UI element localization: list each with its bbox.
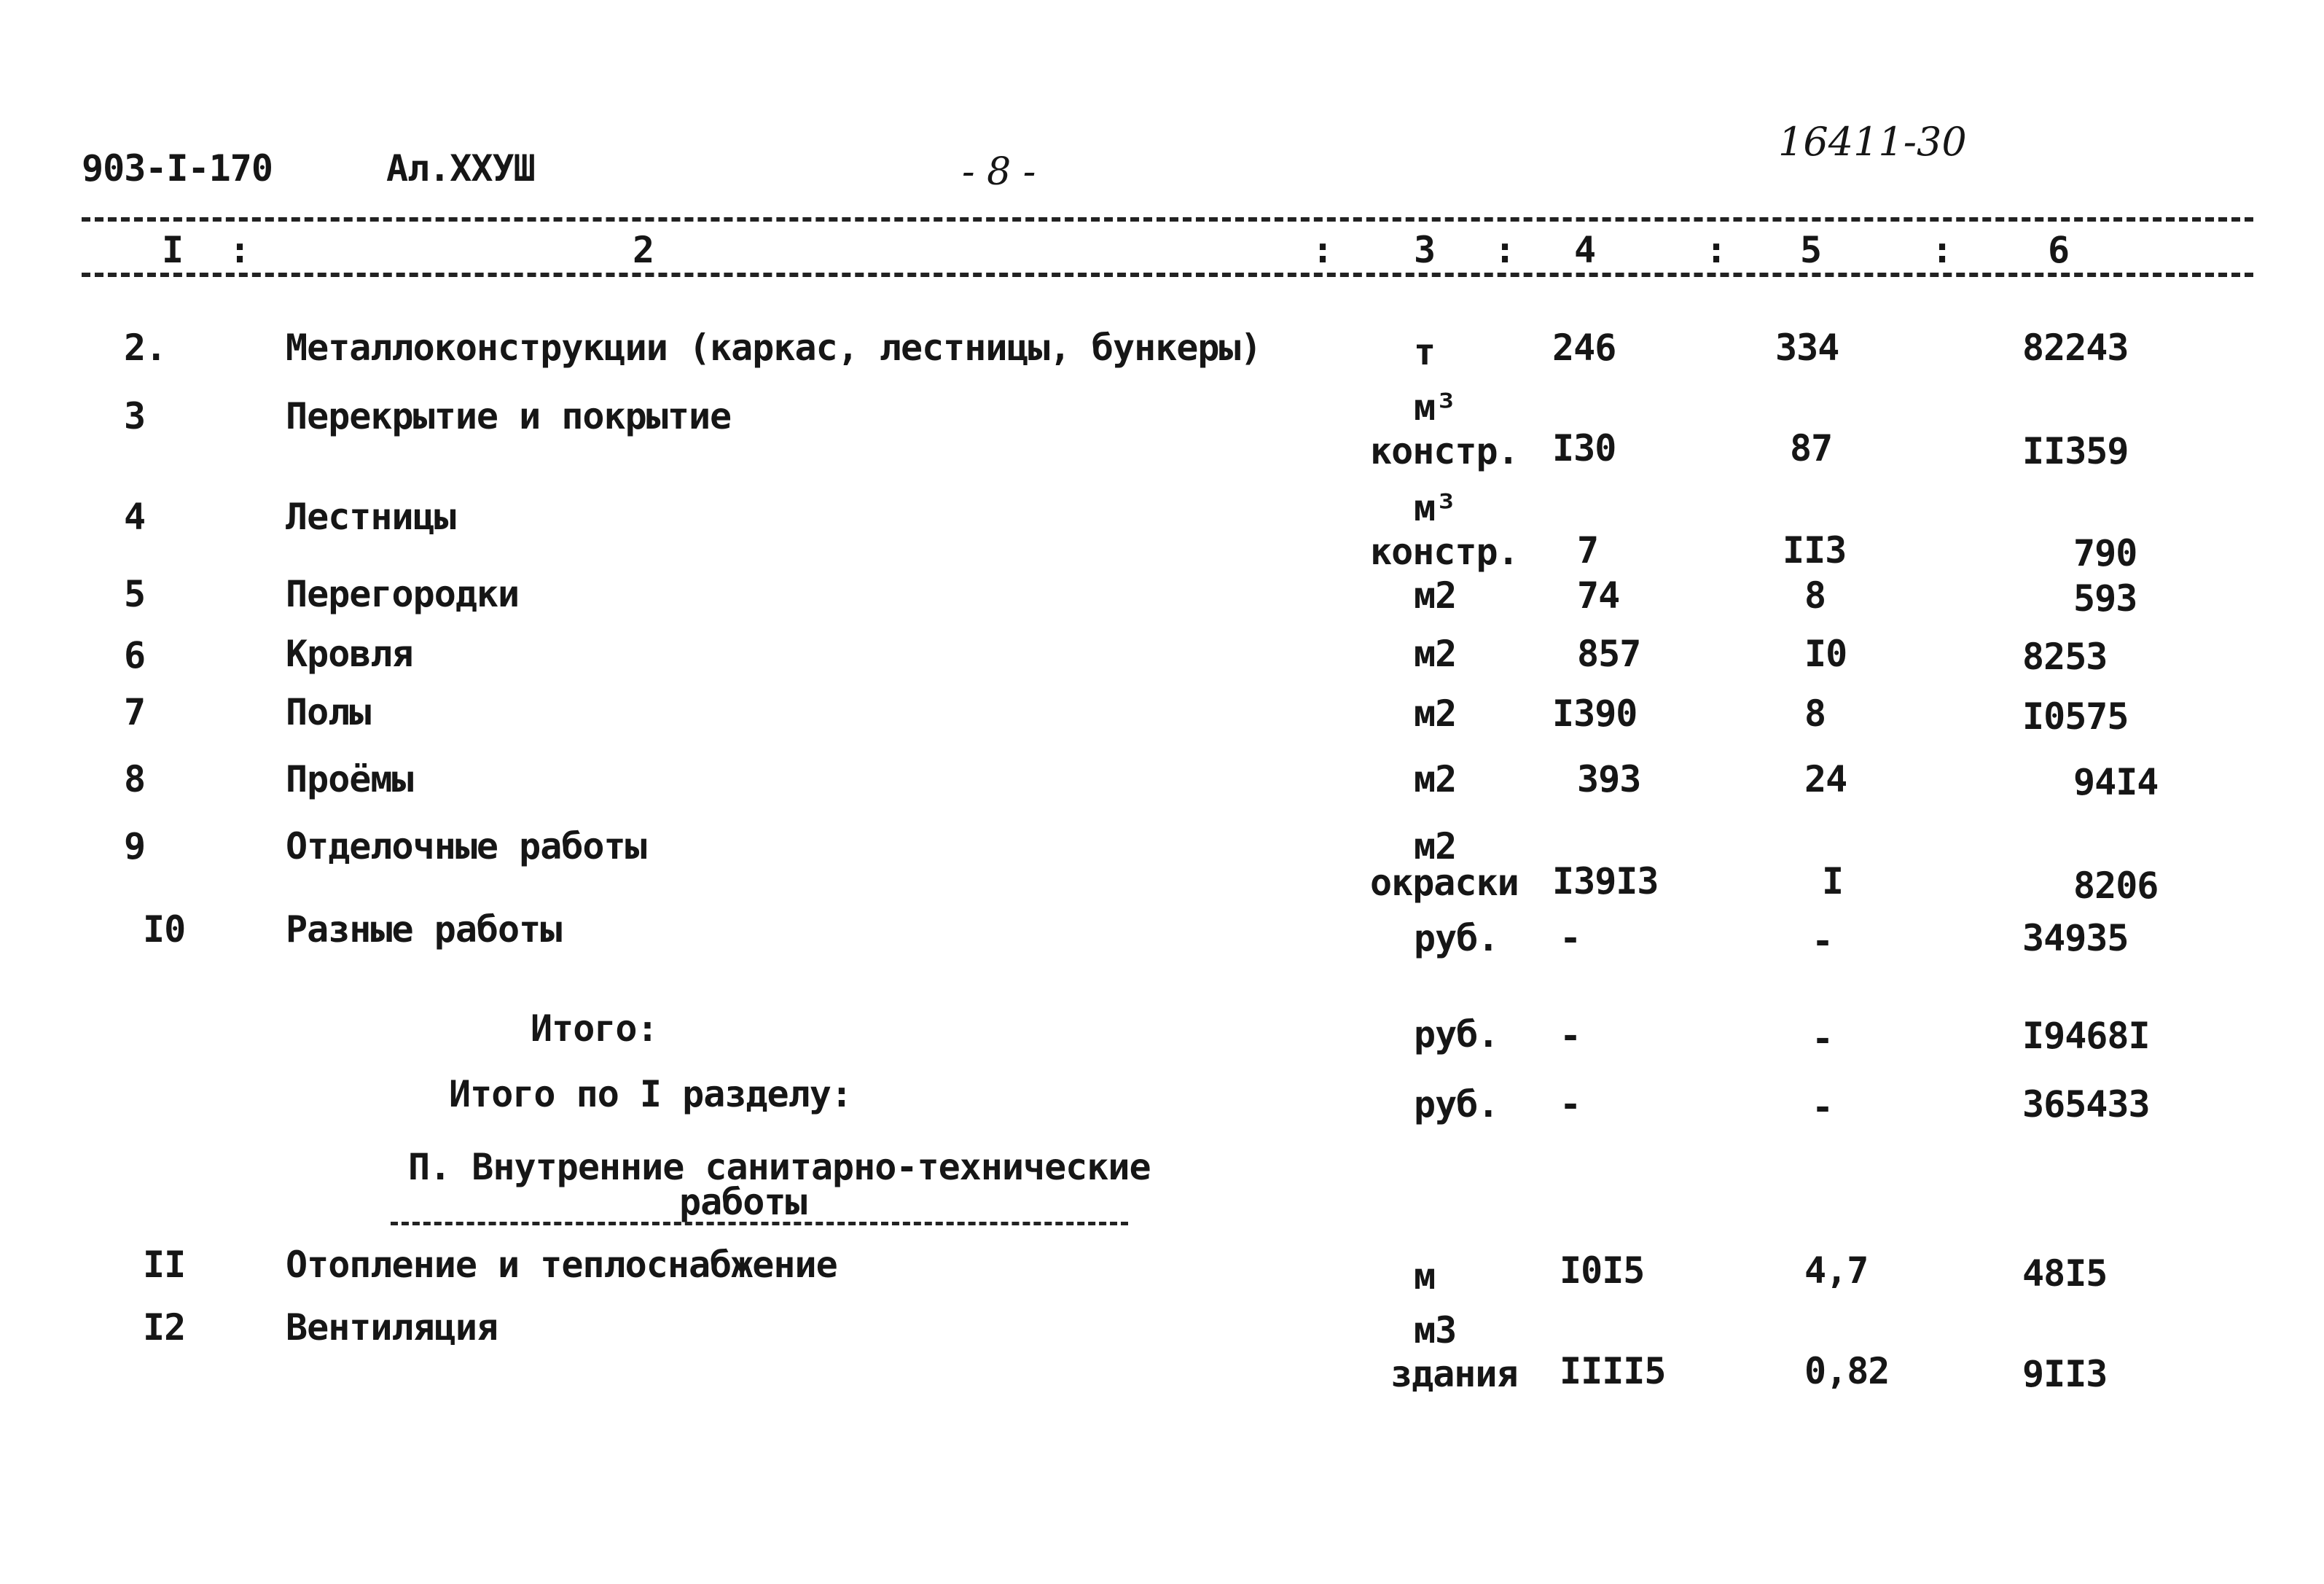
- column-header-3: 3: [1414, 229, 1436, 271]
- row-unit: м2: [1414, 692, 1457, 735]
- row-col4: I0I5: [1560, 1249, 1645, 1292]
- row-col6: 94I4: [2073, 761, 2159, 803]
- column-header-6: 6: [2048, 229, 2070, 271]
- row-col4: I390: [1552, 692, 1638, 735]
- row-col5: 334: [1775, 327, 1839, 369]
- row-name: Металлоконструкции (каркас, лестницы, бункеры): [286, 327, 1261, 369]
- column-header-2: 2: [633, 229, 654, 271]
- row-col5: 0,82: [1804, 1350, 1890, 1392]
- row-col6: 48I5: [2022, 1252, 2108, 1295]
- row-name: Вентиляция: [286, 1306, 498, 1349]
- row-col4: I30: [1552, 427, 1616, 469]
- row-unit: руб.: [1414, 917, 1499, 959]
- row-name: Отопление и теплоснабжение: [286, 1244, 837, 1286]
- row-col6: 593: [2073, 577, 2137, 620]
- row-name: Перегородки: [286, 573, 520, 615]
- row-unit-qualifier: констр.: [1370, 531, 1519, 573]
- header-top-rule: [82, 217, 2253, 222]
- row-col6: 8253: [2022, 636, 2108, 678]
- section-title-continued: работы: [679, 1181, 807, 1223]
- row-unit: м³: [1414, 487, 1457, 529]
- row-col4: 7: [1577, 529, 1599, 571]
- row-unit: м³: [1414, 386, 1457, 429]
- row-col5: I: [1822, 860, 1844, 902]
- row-col5: II3: [1783, 529, 1847, 571]
- row-unit: м2: [1414, 825, 1457, 867]
- row-number: II: [143, 1244, 186, 1286]
- total-col5: -: [1812, 1018, 1834, 1060]
- row-col4: IIII5: [1560, 1350, 1666, 1392]
- row-number: 5: [124, 573, 146, 615]
- row-col5: 8: [1804, 692, 1826, 735]
- row-col5: I0: [1804, 633, 1847, 675]
- row-number: 2.: [124, 327, 167, 369]
- row-col6: 9II3: [2022, 1353, 2108, 1395]
- album-number: Ал.ХХУШ: [386, 147, 535, 190]
- page-number: - 8 -: [962, 150, 1036, 194]
- row-col6: 8206: [2073, 865, 2159, 907]
- column-header-4: 4: [1574, 229, 1596, 271]
- row-col4: 393: [1577, 758, 1641, 800]
- row-unit: м2: [1414, 758, 1457, 800]
- section-title-underline: [391, 1222, 1128, 1225]
- row-col4: 857: [1577, 633, 1641, 675]
- row-number: 9: [124, 825, 146, 867]
- row-number: 7: [124, 691, 146, 733]
- row-unit: м2: [1414, 633, 1457, 675]
- row-unit: м2: [1414, 574, 1457, 617]
- row-name: Отделочные работы: [286, 825, 646, 867]
- section-title: П. Внутренние санитарно-технические: [408, 1146, 1151, 1188]
- row-number: 3: [124, 395, 146, 437]
- row-col4: 74: [1577, 574, 1620, 617]
- row-number: 8: [124, 758, 146, 800]
- row-col6: 790: [2073, 532, 2137, 574]
- total-col6: I9468I: [2022, 1015, 2150, 1057]
- row-col6: 82243: [2022, 327, 2129, 369]
- row-unit-qualifier: констр.: [1370, 430, 1519, 472]
- row-number: I2: [143, 1306, 186, 1349]
- row-col6: 34935: [2022, 917, 2129, 959]
- row-col5: 24: [1804, 758, 1847, 800]
- row-number: I0: [143, 908, 186, 951]
- total-col4: -: [1560, 1015, 1581, 1057]
- row-col5: 87: [1790, 427, 1833, 469]
- column-separator: :: [1705, 229, 1727, 271]
- row-unit: м: [1414, 1255, 1436, 1298]
- section-total-col6: 365433: [2022, 1083, 2150, 1125]
- column-separator: :: [1494, 229, 1516, 271]
- row-col5: 4,7: [1804, 1249, 1869, 1292]
- row-col5: 8: [1804, 574, 1826, 617]
- section-total-col5: -: [1812, 1086, 1834, 1128]
- row-name: Перекрытие и покрытие: [286, 395, 732, 437]
- column-header-1: I: [162, 229, 184, 271]
- row-col6: I0575: [2022, 695, 2129, 738]
- column-header-5: 5: [1800, 229, 1822, 271]
- row-number: 4: [124, 496, 146, 538]
- column-separator: :: [229, 229, 251, 271]
- row-name: Проёмы: [286, 758, 413, 800]
- row-name: Кровля: [286, 633, 413, 675]
- row-unit-qualifier: окраски: [1370, 862, 1519, 904]
- handwritten-number: 16411-30: [1778, 119, 1967, 165]
- header-bottom-rule: [82, 273, 2253, 277]
- total-label: Итого:: [531, 1007, 658, 1050]
- row-number: 6: [124, 634, 146, 676]
- row-unit: м3: [1414, 1309, 1457, 1351]
- column-separator: :: [1312, 229, 1334, 271]
- row-col4: 246: [1552, 327, 1616, 369]
- section-total-unit: руб.: [1414, 1083, 1499, 1125]
- total-unit: руб.: [1414, 1013, 1499, 1056]
- document-code: 903-I-170: [82, 147, 273, 190]
- row-unit: т: [1414, 331, 1436, 373]
- row-name: Полы: [286, 691, 371, 733]
- row-unit-qualifier: здания: [1390, 1353, 1518, 1395]
- row-name: Разные работы: [286, 908, 562, 951]
- column-separator: :: [1931, 229, 1953, 271]
- section-total-label: Итого по I разделу:: [449, 1073, 852, 1115]
- row-name: Лестницы: [286, 496, 455, 538]
- row-col6: II359: [2022, 430, 2129, 472]
- section-total-col4: -: [1560, 1083, 1581, 1125]
- row-col5: -: [1812, 920, 1834, 962]
- row-col4: I39I3: [1552, 860, 1659, 902]
- row-col4: -: [1560, 917, 1581, 959]
